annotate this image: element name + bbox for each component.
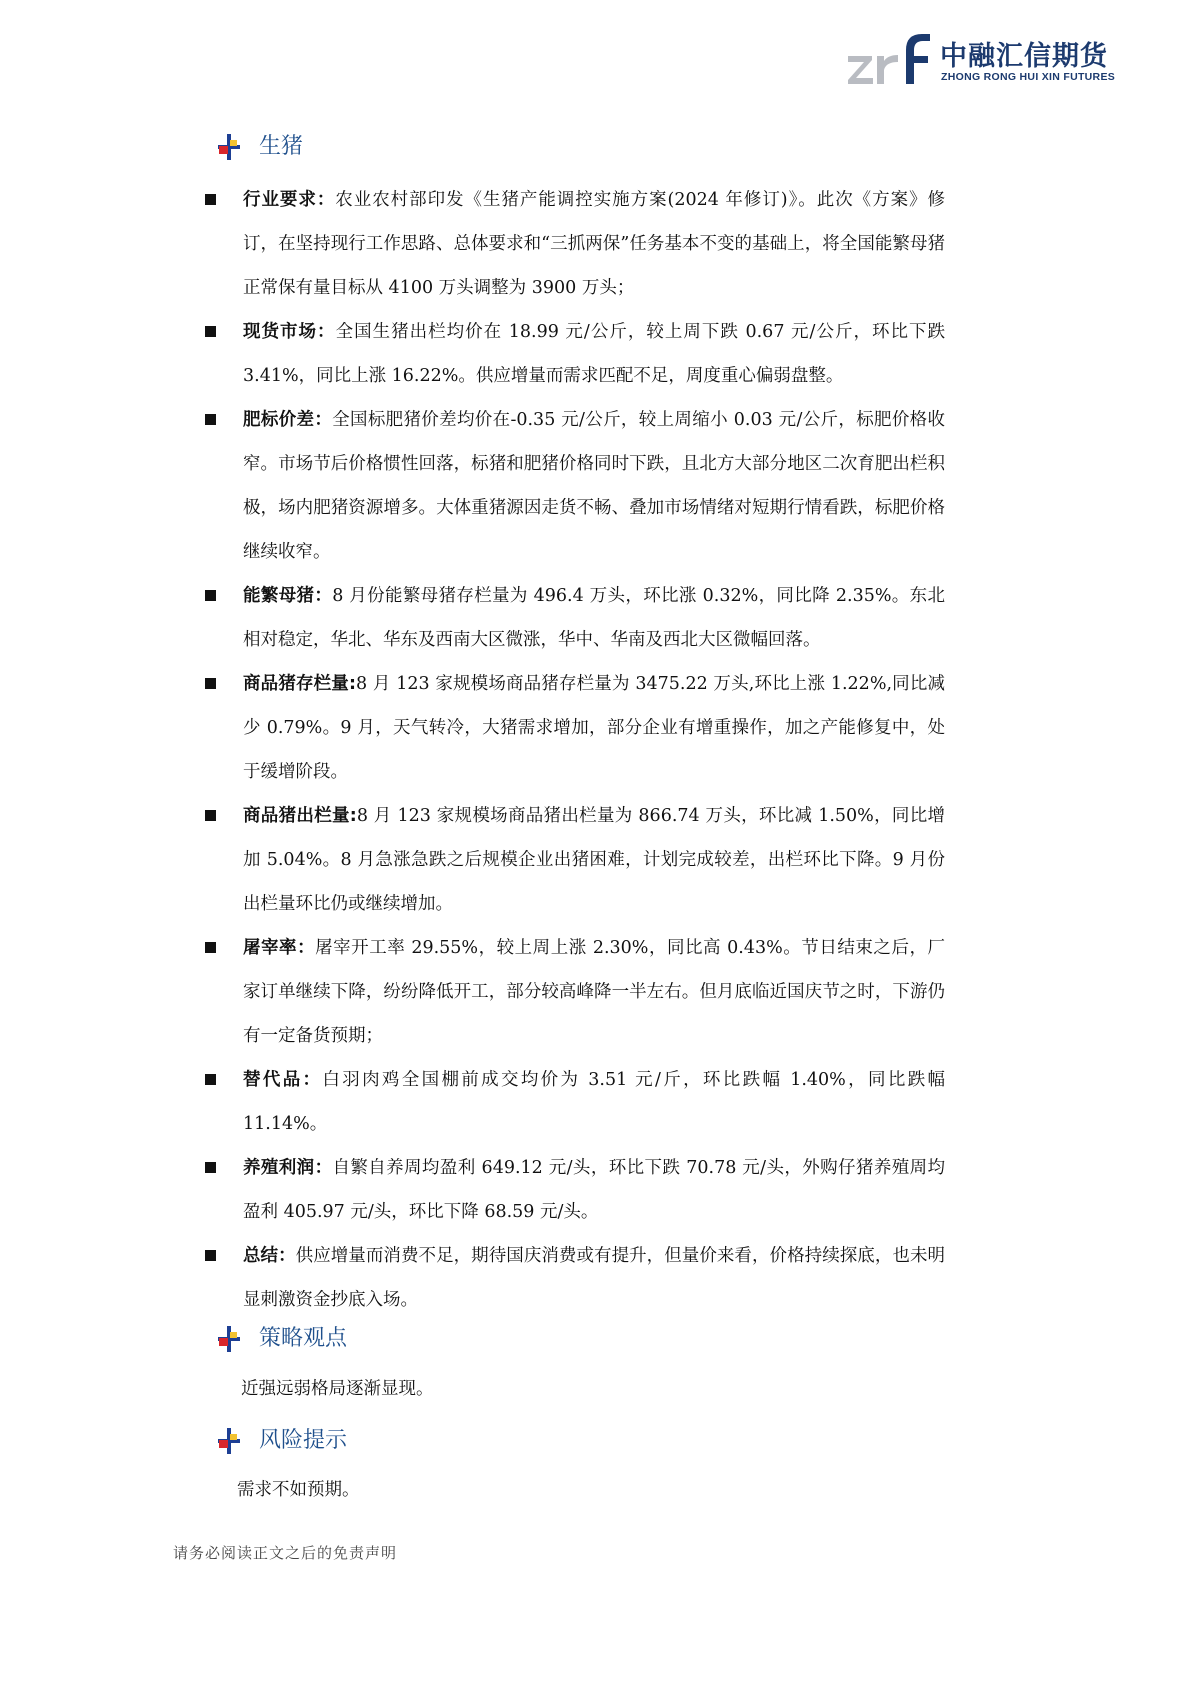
bullet-label: 肥标价差：: [243, 410, 333, 430]
bullet-label: 替代品：: [243, 1070, 323, 1090]
section-marker-icon: [216, 1324, 242, 1354]
square-bullet-icon: [205, 590, 216, 601]
bullet-text: 自繁自养周均盈利 649.12 元/头，环比下跌 70.78 元/头，外购仔猪养殖周均盈利 405.97 元/头，环比下降 68.59 元/头。: [243, 1158, 946, 1222]
square-bullet-icon: [205, 810, 216, 821]
logo-mark-icon: [846, 28, 934, 86]
bullet-label: 屠宰率：: [243, 938, 316, 958]
bullet-text: 8 月 123 家规模场商品猪存栏量为 3475.22 万头,环比上涨 1.22%,同比减少 0.79%。9 月，天气转冷，大猪需求增加，部分企业有增重操作，加之产能修复中，处于缓增阶段。: [243, 674, 945, 782]
bullet-fat-standard-spread: [205, 398, 945, 574]
company-logo: [846, 28, 1126, 86]
bullet-text: 8 月 123 家规模场商品猪出栏量为 866.74 万头，环比减 1.50%，同比增加 5.04%。8 月急涨急跌之后规模企业出猪困难，计划完成较差，出栏环比下降。9 月份出栏量环比仍或继续增加。: [243, 806, 945, 914]
risk-warning-text: 需求不如预期。: [237, 1480, 360, 1500]
pig-market-bullets: [205, 178, 945, 1322]
square-bullet-icon: [205, 678, 216, 689]
bullet-commercial-hog-inventory: [205, 662, 945, 794]
section-title: 生猪: [259, 134, 304, 159]
square-bullet-icon: [205, 1074, 216, 1085]
bullet-breeding-profit: [205, 1146, 945, 1234]
strategy-view-text: 近强远弱格局逐渐显现。: [241, 1379, 434, 1399]
bullet-text: 全国标肥猪价差均价在-0.35 元/公斤，较上周缩小 0.03 元/公斤，标肥价格收窄。市场节后价格惯性回落，标猪和肥猪价格同时下跌，且北方大部分地区二次育肥出栏积极，场内肥猪资源增多。大体重猪源因走货不畅、叠加市场情绪对短期行情看跌，标肥价格继续收窄。: [243, 410, 946, 562]
bullet-label: 能繁母猪：: [243, 586, 333, 606]
bullet-label: 现货市场：: [243, 322, 336, 342]
square-bullet-icon: [205, 942, 216, 953]
bullet-industry-requirement: [205, 178, 945, 310]
footer-disclaimer: 请务必阅读正文之后的免责声明: [173, 1544, 398, 1562]
bullet-summary: [205, 1234, 945, 1322]
bullet-text: 农业农村部印发《生猪产能调控实施方案(2024 年修订)》。此次《方案》修订，在坚持现行工作思路、总体要求和“三抓两保”任务基本不变的基础上，将全国能繁母猪正常保有量目标从 4100 万头调整为 3900 万头；: [243, 190, 945, 298]
bullet-label: 总结：: [243, 1246, 296, 1266]
bullet-substitutes: [205, 1058, 945, 1146]
bullet-label: 养殖利润：: [243, 1158, 333, 1178]
bullet-label: 商品猪存栏量:: [243, 674, 356, 694]
bullet-slaughter-rate: [205, 926, 945, 1058]
bullet-text: 8 月份能繁母猪存栏量为 496.4 万头，环比涨 0.32%，同比降 2.35%。东北相对稳定，华北、华东及西南大区微涨，华中、华南及西北大区微幅回落。: [243, 586, 946, 650]
bullet-text: 屠宰开工率 29.55%，较上周上涨 2.30%，同比高 0.43%。节日结束之后，厂家订单继续下降，纷纷降低开工，部分较高峰降一半左右。但月底临近国庆节之时，下游仍有一定备货预期；: [243, 938, 945, 1046]
square-bullet-icon: [205, 326, 216, 337]
square-bullet-icon: [205, 194, 216, 205]
bullet-breeding-sows: [205, 574, 945, 662]
square-bullet-icon: [205, 1162, 216, 1173]
square-bullet-icon: [205, 414, 216, 425]
square-bullet-icon: [205, 1250, 216, 1261]
logo-chinese-name: 中融汇信期货: [940, 41, 1108, 72]
section-title: 策略观点: [259, 1326, 348, 1351]
bullet-commercial-hog-slaughter: [205, 794, 945, 926]
bullet-label: 行业要求：: [243, 190, 336, 210]
section-marker-icon: [216, 1426, 242, 1456]
bullet-spot-market: [205, 310, 945, 398]
bullet-text: 供应增量而消费不足，期待国庆消费或有提升，但量价来看，价格持续探底，也未明显刺激资金抄底入场。: [243, 1246, 945, 1310]
logo-english-name: ZHONG RONG HUI XIN FUTURES: [941, 71, 1116, 83]
bullet-text: 白羽肉鸡全国棚前成交均价为 3.51 元/斤，环比跌幅 1.40%，同比跌幅 11.14%。: [243, 1070, 946, 1134]
section-title: 风险提示: [259, 1428, 348, 1453]
section-marker-icon: [216, 132, 242, 162]
bullet-text: 全国生猪出栏均价在 18.99 元/公斤，较上周下跌 0.67 元/公斤，环比下跌 3.41%，同比上涨 16.22%。供应增量而需求匹配不足，周度重心偏弱盘整。: [243, 322, 946, 386]
bullet-label: 商品猪出栏量:: [243, 806, 357, 826]
